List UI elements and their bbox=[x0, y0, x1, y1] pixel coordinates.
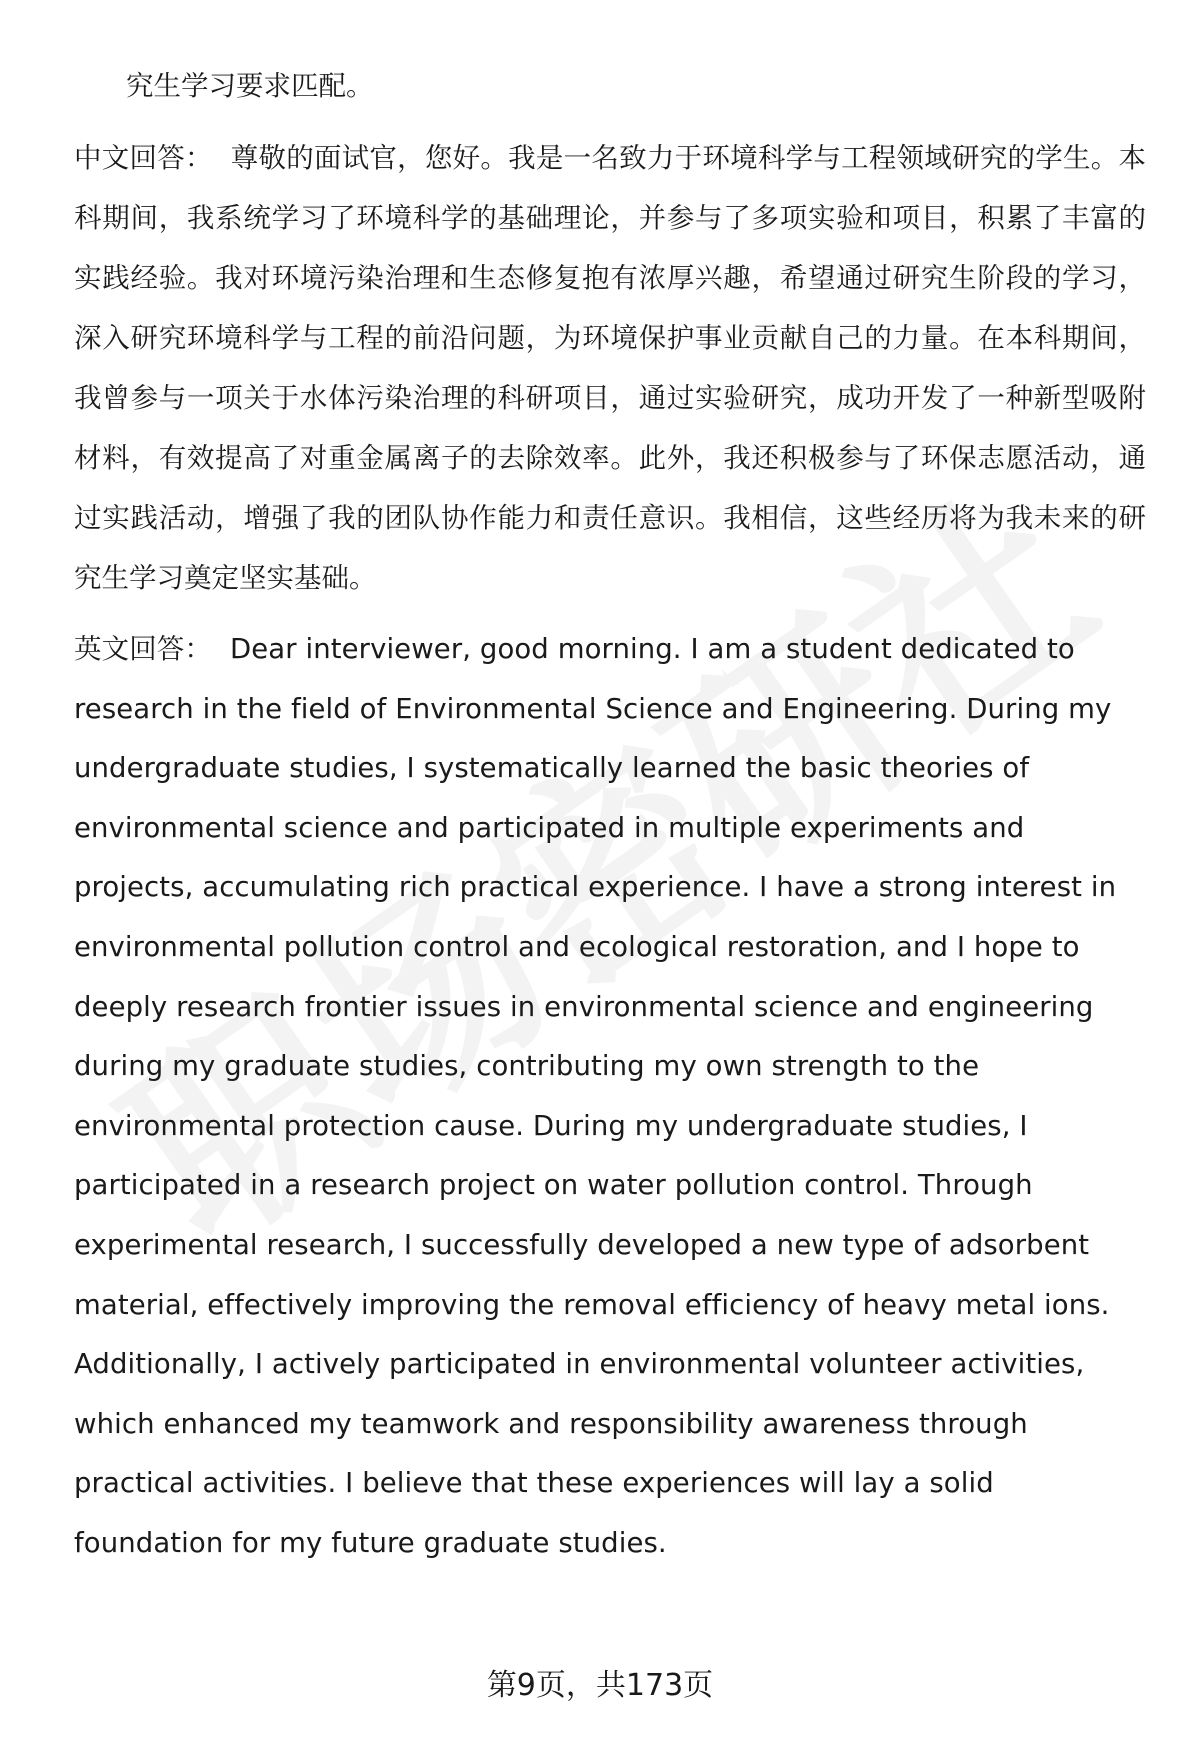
chinese-answer-text: 尊敬的面试官，您好。我是一名致力于环境科学与工程领域研究的学生。本科期间，我系统学习了环境科学的基础理论，并参与了多项实验和项目，积累了丰富的实践经验。我对环境污染治理和生态修复抱有浓厚兴趣，希望通过研究生阶段的学习，深入研究环境科学与工程的前沿问题，为环境保护事业贡献自己的力量。在本科期间，我曾参与一项关于水体污染治理的科研项目，通过实验研究，成功开发了一种新型吸附材料，有效提高了对重金属离子的去除效率。此外，我还积极参与了环保志愿活动，通过实践活动，增强了我的团队协作能力和责任意识。我相信，这些经历将为我未来的研究生学习奠定坚实基础。 bbox=[74, 142, 1146, 594]
english-answer-label: 英文回答： bbox=[74, 633, 212, 665]
page-content bbox=[74, 56, 1146, 1574]
page-number-footer: 第9页，共173页 bbox=[486, 1668, 714, 1703]
english-answer-paragraph bbox=[74, 620, 1146, 1574]
chinese-answer-paragraph bbox=[74, 128, 1146, 608]
chinese-answer-label: 中文回答： bbox=[74, 142, 213, 174]
continuation-paragraph: 究生学习要求匹配。 bbox=[126, 70, 374, 102]
english-answer-text: Dear interviewer, good morning. I am a student dedicated to research in the field of Environmental Science and Engineering. During my undergraduate studies, I systematically learned the basic theories of environmental science and participated in multiple experiments and projects, accumulating rich practical experience. I have a strong interest in environmental pollution control and ecological restoration, and I hope to deeply research frontier issues in environmental science and engineering during my graduate studies, contributing my own strength to the environmental protection cause. During my undergraduate studies, I participated in a research project on water pollution control. Through experimental research, I successfully developed a new type of adsorbent material, effectively improving the removal efficiency of heavy metal ions. Additionally, I actively participated in environmental volunteer activities, which enhanced my teamwork and responsibility awareness through practical activities. I believe that these experiences will lay a solid foundation for my future graduate studies. bbox=[74, 633, 1117, 1559]
